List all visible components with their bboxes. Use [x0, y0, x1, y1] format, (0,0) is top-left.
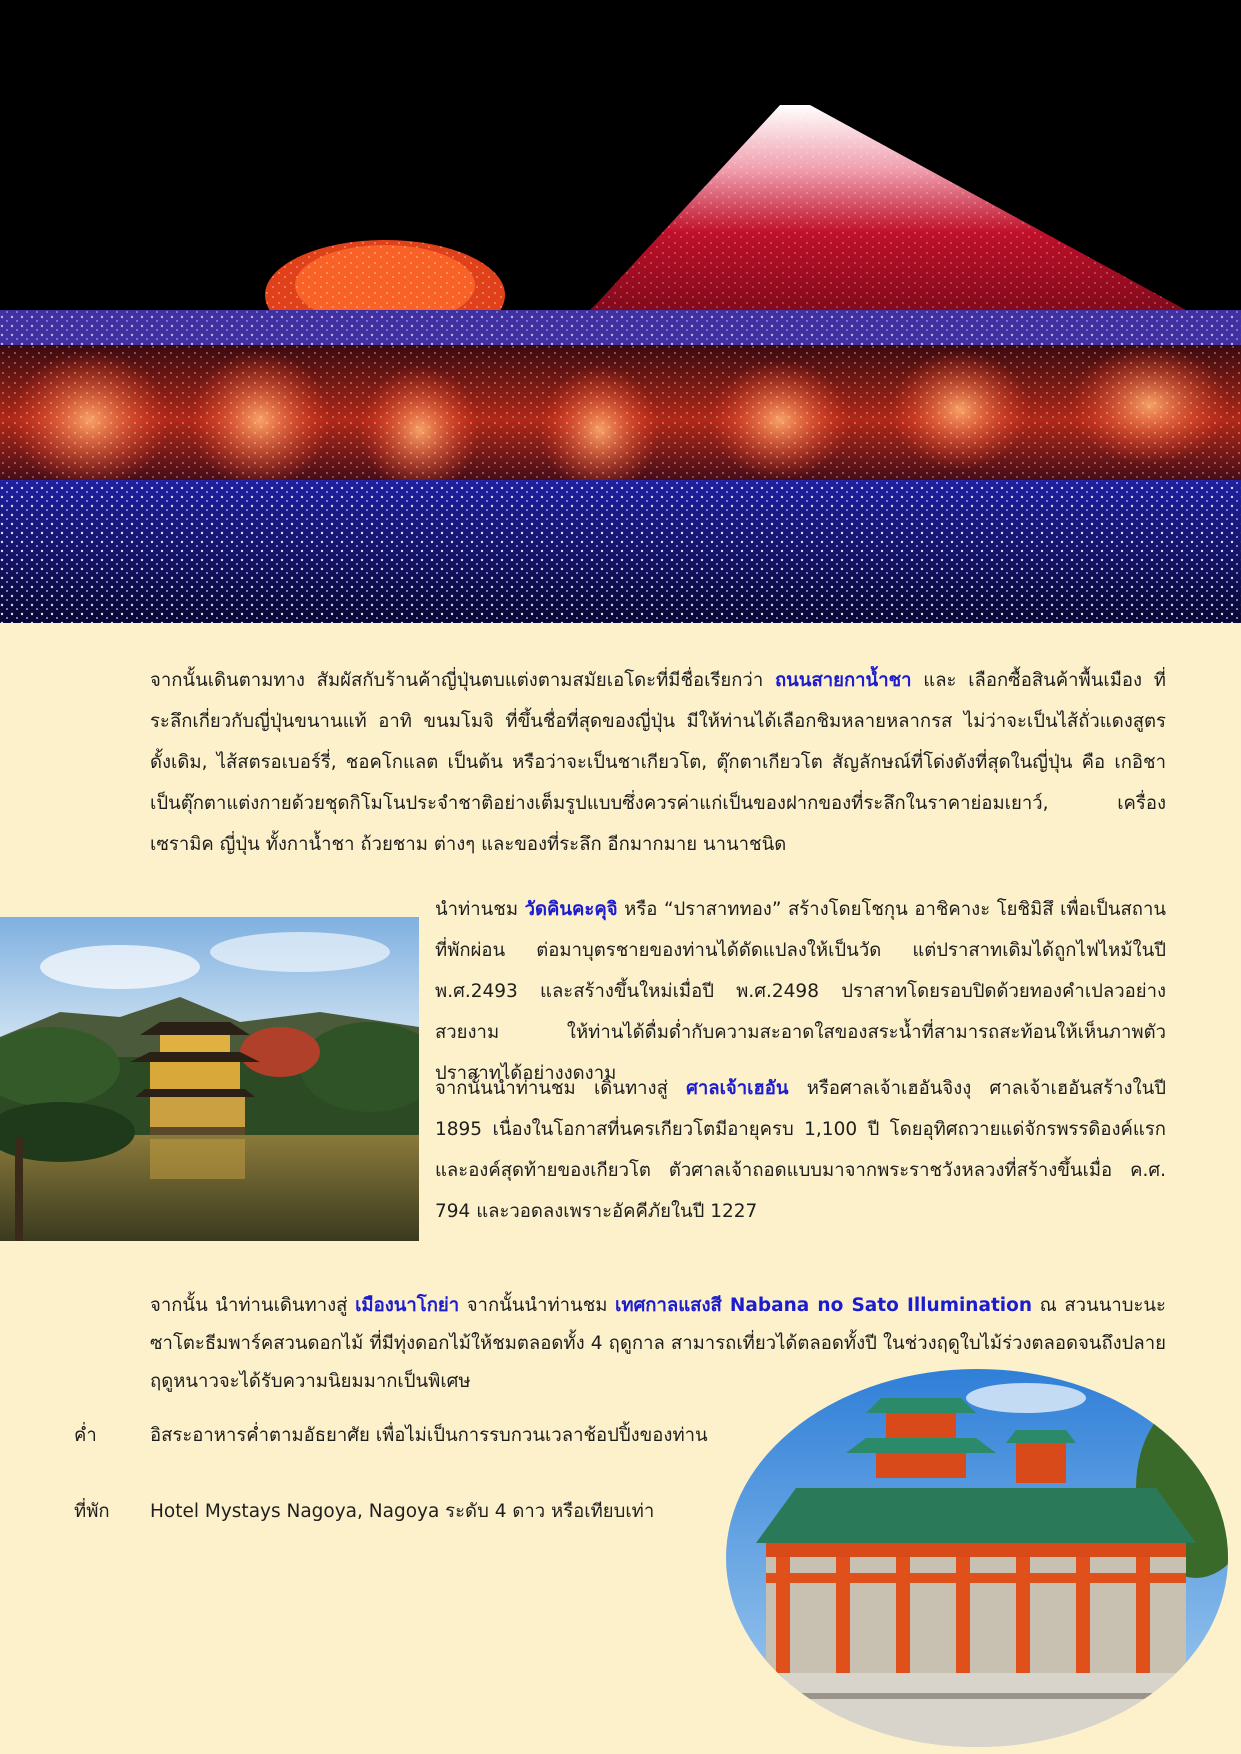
paragraph-tea-street — [150, 660, 1166, 865]
kinkakuji-image — [0, 917, 419, 1241]
highlight-nagoya: เมืองนาโกย่า — [355, 1295, 460, 1316]
para2-text-1: นำท่านชม — [435, 899, 525, 920]
para4-text-1: จากนั้น นำท่านเดินทางสู่ — [150, 1295, 356, 1316]
highlight-nabana: เทศกาลแสงสี Nabana no Sato Illumination — [615, 1295, 1033, 1316]
hotel-label: ที่พัก — [74, 1501, 110, 1522]
highlight-heian-shrine: ศาลเจ้าเฮอัน — [686, 1078, 789, 1099]
dinner-label: ค่ำ — [74, 1425, 97, 1446]
dinner-text: อิสระอาหารค่ำตามอัธยาศัย เพื่อไม่เป็นการรบกวนเวลาช้อปปิ้งของท่าน — [150, 1425, 708, 1446]
hero-illumination-image — [0, 0, 1241, 623]
paragraph-heian-shrine — [435, 1068, 1166, 1232]
para2-text-2: หรือ “ปราสาททอง” สร้างโดยโชกุน อาชิคางะ โยชิมิสึ เพื่อเป็นสถานที่พักผ่อน ต่อมาบุตรชายของท่านได้ดัดแปลงให้เป็นวัด แต่ปราสาทเดิมได้ถูกไฟไหม้ในปี พ.ศ.2493 และสร้างขึ้นใหม่เมื่อปี พ.ศ.2498 ปราสาทโดยรอบปิดด้วยทองคำเปลวอย่างสวยงาม ให้ท่านได้ดื่มด่ำกับความสะอาดใสของสระน้ำที่สามารถสะท้อนให้เห็นภาพตัวปราสาทได้อย่างงดงาม — [435, 899, 1167, 1084]
highlight-kinkakuji: วัดคินคะคุจิ — [524, 899, 618, 920]
paragraph-kinkakuji — [435, 889, 1166, 1094]
para3-text-1: จากนั้นนำท่านชม เดินทางสู่ — [435, 1078, 687, 1099]
para1-text-2: และ เลือกซื้อสินค้าพื้นเมือง ที่ระลึกเกี่ยวกับญี่ปุ่นขนานแท้ อาทิ ขนมโมจิ ที่ขึ้นชื่อที่สุดของญี่ปุ่น มีให้ท่านได้เลือกชิมหลายหลากรส ไม่ว่าจะเป็นไส้ถั่วแดงสูตรดั้งเดิม, ไส้สตรอเบอร์รี่, ชอคโกแลต เป็นต้น หรือว่าจะเป็นชาเกียวโต, ตุ๊กตาเกียวโต สัญลักษณ์ที่โด่งดังที่สุดในญี่ปุ่น คือ เกอิชา เป็นตุ๊กตาแต่งกายด้วยชุดกิโมโนประจำชาติอย่างเต็มรูปแบบซึ่งควรค่าแก่เป็นของฝากของที่ระลึกในราคาย่อมเยาว์, เครื่องเซรามิค ญี่ปุ่น ทั้งกาน้ำชา ถ้วยชาม ต่างๆ และของที่ระลึก อีกมากมาย นานาชนิด — [150, 670, 1166, 855]
highlight-tea-street: ถนนสายกาน้ำชา — [774, 670, 912, 691]
para4-text-2: จากนั้นนำท่านชม — [459, 1295, 616, 1316]
hotel-text: Hotel Mystays Nagoya, Nagoya ระดับ 4 ดาว หรือเทียบเท่า — [150, 1501, 655, 1522]
para1-text-1: จากนั้นเดินตามทาง สัมผัสกับร้านค้าญี่ปุ่นตบแต่งตามสมัยเอโดะที่มีชื่อเรียกว่า — [150, 670, 775, 691]
para3-text-2: หรือศาลเจ้าเฮอันจิงงุ ศาลเจ้าเฮอันสร้างในปี 1895 เนื่องในโอกาสที่นครเกียวโตมีอายุครบ 1,100 ปี โดยอุทิศถวายแด่จักรพรรดิองค์แรกและองค์สุดท้ายของเกียวโต ตัวศาลเจ้าถอดแบบมาจากพระราชวังหลวงที่สร้างขึ้นเมื่อ ค.ศ. 794 และวอดลงเพราะอัคคีภัยในปี 1227 — [435, 1078, 1166, 1222]
para4-text-3: ณ สวนนาบะนะ ซาโตะธีมพาร์คสวนดอกไม้ ที่มีทุ่งดอกไม้ให้ชมตลอดทั้ง 4 ฤดูกาล สามารถเที่ยวได้ตลอดทั้งปี ในช่วงฤดูใบไม้ร่วงตลอดจนถึงปลายฤดูหนาวจะได้รับความนิยมมากเป็นพิเศษ — [150, 1295, 1166, 1392]
heian-shrine-image — [726, 1368, 1229, 1748]
